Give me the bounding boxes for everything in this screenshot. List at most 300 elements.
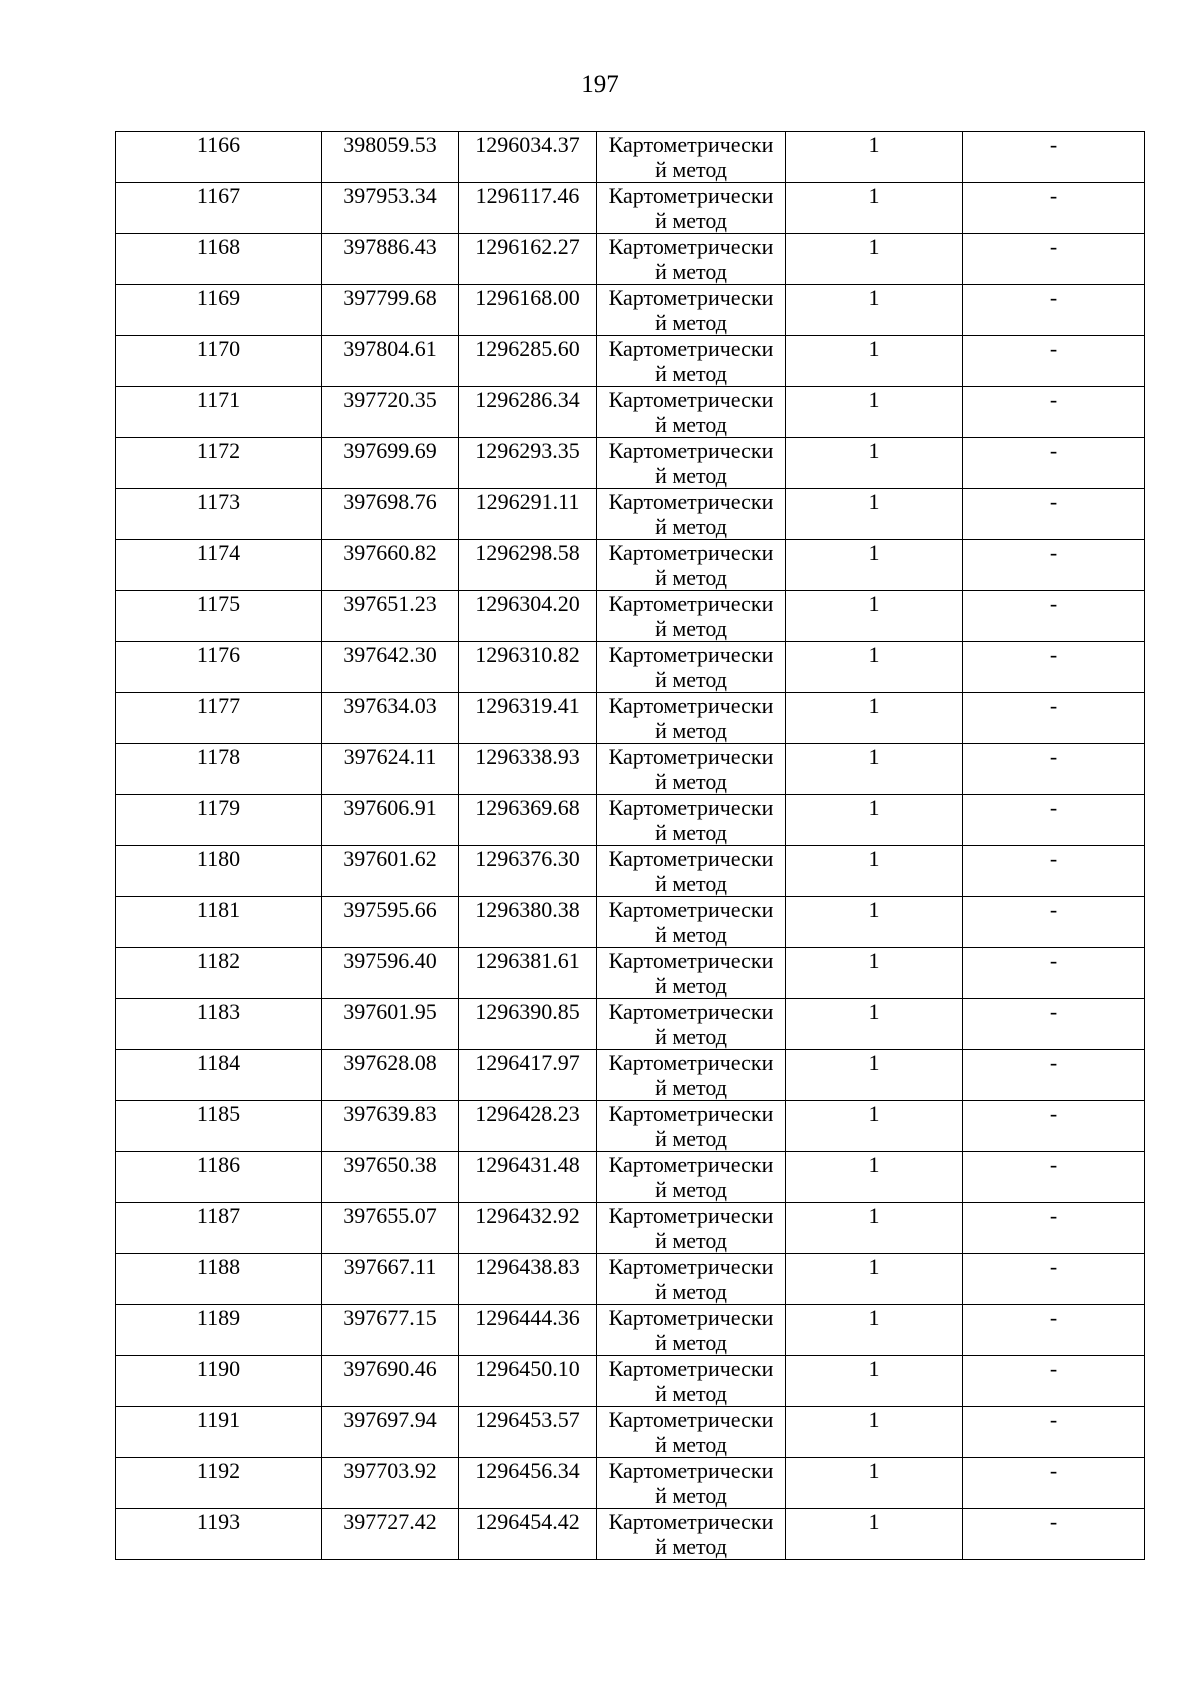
cell-text: 1 bbox=[868, 795, 880, 820]
cell-text: 1296456.34 bbox=[475, 1458, 580, 1483]
point-number-cell bbox=[116, 1458, 322, 1509]
cell-text: Картометрически й метод bbox=[608, 795, 774, 845]
cell-text: 1182 bbox=[196, 948, 241, 973]
point-number-cell bbox=[116, 846, 322, 897]
cell-text: 1296376.30 bbox=[475, 846, 580, 871]
cell-text: 1296298.58 bbox=[475, 540, 580, 565]
cell-text: 1 bbox=[868, 336, 880, 361]
cell-text: 397703.92 bbox=[343, 1458, 437, 1483]
x-coordinate-cell bbox=[322, 999, 459, 1050]
description-cell bbox=[963, 132, 1145, 183]
cell-text: 1296369.68 bbox=[475, 795, 580, 820]
x-coordinate-cell bbox=[322, 1050, 459, 1101]
y-coordinate-cell bbox=[459, 693, 597, 744]
x-coordinate-cell bbox=[322, 1152, 459, 1203]
cell-text: Картометрически й метод bbox=[608, 693, 774, 743]
method-cell bbox=[597, 1203, 786, 1254]
cell-text: 1 bbox=[868, 183, 880, 208]
table-row bbox=[116, 183, 1145, 234]
cell-text: 1 bbox=[868, 540, 880, 565]
cell-text: 1 bbox=[868, 1203, 880, 1228]
cell-text: 1192 bbox=[196, 1458, 241, 1483]
cell-text: Картометрически й метод bbox=[608, 846, 774, 896]
description-cell bbox=[963, 1356, 1145, 1407]
x-coordinate-cell bbox=[322, 1458, 459, 1509]
cell-text: 397697.94 bbox=[343, 1407, 437, 1432]
cell-text: - bbox=[1049, 234, 1058, 259]
cell-text: 1188 bbox=[196, 1254, 241, 1279]
description-cell bbox=[963, 846, 1145, 897]
cell-text: 1170 bbox=[196, 336, 241, 361]
cell-text: Картометрически й метод bbox=[608, 1152, 774, 1202]
description-cell bbox=[963, 1407, 1145, 1458]
x-coordinate-cell bbox=[322, 1509, 459, 1560]
accuracy-cell bbox=[786, 1152, 963, 1203]
cell-text: 397886.43 bbox=[343, 234, 437, 259]
cell-text: - bbox=[1049, 591, 1058, 616]
table-row bbox=[116, 897, 1145, 948]
cell-text: Картометрически й метод bbox=[608, 1050, 774, 1100]
y-coordinate-cell bbox=[459, 489, 597, 540]
cell-text: 1 bbox=[868, 1254, 880, 1279]
cell-text: 1181 bbox=[196, 897, 241, 922]
cell-text: 1172 bbox=[196, 438, 241, 463]
accuracy-cell bbox=[786, 693, 963, 744]
page-number: 197 bbox=[581, 71, 619, 98]
method-cell bbox=[597, 846, 786, 897]
cell-text: 1296291.11 bbox=[475, 489, 580, 514]
cell-text: Картометрически й метод bbox=[608, 1407, 774, 1457]
method-cell bbox=[597, 999, 786, 1050]
cell-text: 397655.07 bbox=[343, 1203, 437, 1228]
cell-text: 1 bbox=[868, 897, 880, 922]
method-cell bbox=[597, 1305, 786, 1356]
table-row bbox=[116, 1101, 1145, 1152]
cell-text: 1 bbox=[868, 1152, 880, 1177]
accuracy-cell bbox=[786, 132, 963, 183]
cell-text: 1 bbox=[868, 846, 880, 871]
cell-text: 397628.08 bbox=[343, 1050, 437, 1075]
point-number-cell bbox=[116, 744, 322, 795]
cell-text: - bbox=[1049, 1203, 1058, 1228]
cell-text: 397667.11 bbox=[343, 1254, 437, 1279]
point-number-cell bbox=[116, 591, 322, 642]
table-row bbox=[116, 438, 1145, 489]
cell-text: - bbox=[1049, 1050, 1058, 1075]
cell-text: 1296310.82 bbox=[475, 642, 580, 667]
cell-text: Картометрически й метод bbox=[608, 132, 774, 182]
x-coordinate-cell bbox=[322, 489, 459, 540]
method-cell bbox=[597, 1458, 786, 1509]
cell-text: 1 bbox=[868, 132, 880, 157]
y-coordinate-cell bbox=[459, 1356, 597, 1407]
y-coordinate-cell bbox=[459, 132, 597, 183]
cell-text: 1296304.20 bbox=[475, 591, 580, 616]
cell-text: - bbox=[1049, 183, 1058, 208]
cell-text: 1296438.83 bbox=[475, 1254, 580, 1279]
method-cell bbox=[597, 1407, 786, 1458]
description-cell bbox=[963, 897, 1145, 948]
cell-text: Картометрически й метод bbox=[608, 948, 774, 998]
accuracy-cell bbox=[786, 1458, 963, 1509]
point-number-cell bbox=[116, 1050, 322, 1101]
cell-text: 1 bbox=[868, 438, 880, 463]
description-cell bbox=[963, 1458, 1145, 1509]
point-number-cell bbox=[116, 1152, 322, 1203]
method-cell bbox=[597, 1356, 786, 1407]
point-number-cell bbox=[116, 999, 322, 1050]
cell-text: Картометрически й метод bbox=[608, 1101, 774, 1151]
cell-text: Картометрически й метод bbox=[608, 1458, 774, 1508]
cell-text: 1187 bbox=[196, 1203, 241, 1228]
x-coordinate-cell bbox=[322, 387, 459, 438]
cell-text: 397677.15 bbox=[343, 1305, 437, 1330]
cell-text: 1296168.00 bbox=[475, 285, 580, 310]
x-coordinate-cell bbox=[322, 948, 459, 999]
point-number-cell bbox=[116, 438, 322, 489]
table-row bbox=[116, 1407, 1145, 1458]
cell-text: 397601.62 bbox=[343, 846, 437, 871]
accuracy-cell bbox=[786, 846, 963, 897]
accuracy-cell bbox=[786, 336, 963, 387]
x-coordinate-cell bbox=[322, 693, 459, 744]
y-coordinate-cell bbox=[459, 285, 597, 336]
table-row bbox=[116, 1305, 1145, 1356]
cell-text: 397639.83 bbox=[343, 1101, 437, 1126]
cell-text: 1296428.23 bbox=[475, 1101, 580, 1126]
cell-text: - bbox=[1049, 693, 1058, 718]
description-cell bbox=[963, 948, 1145, 999]
y-coordinate-cell bbox=[459, 591, 597, 642]
cell-text: 1 bbox=[868, 1458, 880, 1483]
method-cell bbox=[597, 489, 786, 540]
point-number-cell bbox=[116, 1101, 322, 1152]
method-cell bbox=[597, 897, 786, 948]
cell-text: 1177 bbox=[196, 693, 241, 718]
method-cell bbox=[597, 438, 786, 489]
accuracy-cell bbox=[786, 642, 963, 693]
method-cell bbox=[597, 1152, 786, 1203]
cell-text: 1 bbox=[868, 1305, 880, 1330]
y-coordinate-cell bbox=[459, 948, 597, 999]
table-row bbox=[116, 744, 1145, 795]
cell-text: 1296390.85 bbox=[475, 999, 580, 1024]
method-cell bbox=[597, 336, 786, 387]
y-coordinate-cell bbox=[459, 1203, 597, 1254]
accuracy-cell bbox=[786, 438, 963, 489]
point-number-cell bbox=[116, 795, 322, 846]
cell-text: 397660.82 bbox=[343, 540, 437, 565]
cell-text: 397720.35 bbox=[343, 387, 437, 412]
y-coordinate-cell bbox=[459, 642, 597, 693]
accuracy-cell bbox=[786, 897, 963, 948]
table-row bbox=[116, 1152, 1145, 1203]
cell-text: 1176 bbox=[196, 642, 241, 667]
table-body bbox=[116, 132, 1145, 1560]
cell-text: 1175 bbox=[196, 591, 241, 616]
description-cell bbox=[963, 642, 1145, 693]
accuracy-cell bbox=[786, 1305, 963, 1356]
y-coordinate-cell bbox=[459, 540, 597, 591]
table-row bbox=[116, 336, 1145, 387]
cell-text: 1179 bbox=[196, 795, 241, 820]
cell-text: - bbox=[1049, 1356, 1058, 1381]
accuracy-cell bbox=[786, 795, 963, 846]
table-row bbox=[116, 1458, 1145, 1509]
table-row bbox=[116, 693, 1145, 744]
table-row bbox=[116, 234, 1145, 285]
cell-text: 1 bbox=[868, 1050, 880, 1075]
method-cell bbox=[597, 1050, 786, 1101]
description-cell bbox=[963, 336, 1145, 387]
cell-text: 397650.38 bbox=[343, 1152, 437, 1177]
point-number-cell bbox=[116, 234, 322, 285]
x-coordinate-cell bbox=[322, 132, 459, 183]
cell-text: 1296381.61 bbox=[475, 948, 580, 973]
point-number-cell bbox=[116, 285, 322, 336]
x-coordinate-cell bbox=[322, 1101, 459, 1152]
cell-text: 397642.30 bbox=[343, 642, 437, 667]
cell-text: - bbox=[1049, 948, 1058, 973]
cell-text: Картометрически й метод bbox=[608, 1203, 774, 1253]
cell-text: 1191 bbox=[196, 1407, 241, 1432]
accuracy-cell bbox=[786, 489, 963, 540]
table-row bbox=[116, 846, 1145, 897]
cell-text: - bbox=[1049, 1509, 1058, 1534]
method-cell bbox=[597, 540, 786, 591]
cell-text: 1186 bbox=[196, 1152, 241, 1177]
cell-text: 1167 bbox=[196, 183, 241, 208]
accuracy-cell bbox=[786, 591, 963, 642]
cell-text: 398059.53 bbox=[343, 132, 437, 157]
accuracy-cell bbox=[786, 999, 963, 1050]
cell-text: 1296293.35 bbox=[475, 438, 580, 463]
cell-text: 1 bbox=[868, 744, 880, 769]
cell-text: 1296450.10 bbox=[475, 1356, 580, 1381]
method-cell bbox=[597, 285, 786, 336]
accuracy-cell bbox=[786, 1509, 963, 1560]
cell-text: Картометрически й метод bbox=[608, 1509, 774, 1559]
cell-text: Картометрически й метод bbox=[608, 234, 774, 284]
description-cell bbox=[963, 744, 1145, 795]
table-row bbox=[116, 999, 1145, 1050]
method-cell bbox=[597, 234, 786, 285]
accuracy-cell bbox=[786, 1101, 963, 1152]
table-row bbox=[116, 795, 1145, 846]
y-coordinate-cell bbox=[459, 1101, 597, 1152]
cell-text: - bbox=[1049, 999, 1058, 1024]
x-coordinate-cell bbox=[322, 285, 459, 336]
accuracy-cell bbox=[786, 744, 963, 795]
accuracy-cell bbox=[786, 285, 963, 336]
cell-text: 1 bbox=[868, 591, 880, 616]
method-cell bbox=[597, 1254, 786, 1305]
point-number-cell bbox=[116, 1254, 322, 1305]
method-cell bbox=[597, 744, 786, 795]
cell-text: - bbox=[1049, 1305, 1058, 1330]
cell-text: 1 bbox=[868, 1509, 880, 1534]
x-coordinate-cell bbox=[322, 795, 459, 846]
description-cell bbox=[963, 1101, 1145, 1152]
accuracy-cell bbox=[786, 1203, 963, 1254]
cell-text: 397727.42 bbox=[343, 1509, 437, 1534]
y-coordinate-cell bbox=[459, 846, 597, 897]
cell-text: 1193 bbox=[196, 1509, 241, 1534]
table-row bbox=[116, 591, 1145, 642]
cell-text: 1 bbox=[868, 489, 880, 514]
cell-text: Картометрически й метод bbox=[608, 744, 774, 794]
cell-text: Картометрически й метод bbox=[608, 1356, 774, 1406]
x-coordinate-cell bbox=[322, 183, 459, 234]
x-coordinate-cell bbox=[322, 846, 459, 897]
cell-text: 1296285.60 bbox=[475, 336, 580, 361]
cell-text: 1296319.41 bbox=[475, 693, 580, 718]
cell-text: 397804.61 bbox=[343, 336, 437, 361]
cell-text: - bbox=[1049, 642, 1058, 667]
cell-text: Картометрически й метод bbox=[608, 897, 774, 947]
description-cell bbox=[963, 999, 1145, 1050]
method-cell bbox=[597, 183, 786, 234]
cell-text: 1168 bbox=[196, 234, 241, 259]
accuracy-cell bbox=[786, 1356, 963, 1407]
description-cell bbox=[963, 693, 1145, 744]
cell-text: 1166 bbox=[196, 132, 241, 157]
cell-text: 397953.34 bbox=[343, 183, 437, 208]
cell-text: - bbox=[1049, 540, 1058, 565]
x-coordinate-cell bbox=[322, 897, 459, 948]
table-row bbox=[116, 642, 1145, 693]
cell-text: 397651.23 bbox=[343, 591, 437, 616]
point-number-cell bbox=[116, 540, 322, 591]
table-row bbox=[116, 540, 1145, 591]
cell-text: 1173 bbox=[196, 489, 241, 514]
description-cell bbox=[963, 183, 1145, 234]
point-number-cell bbox=[116, 489, 322, 540]
cell-text: Картометрически й метод bbox=[608, 336, 774, 386]
cell-text: 1169 bbox=[196, 285, 241, 310]
cell-text: 1 bbox=[868, 1101, 880, 1126]
cell-text: Картометрически й метод bbox=[608, 489, 774, 539]
method-cell bbox=[597, 795, 786, 846]
cell-text: 1296338.93 bbox=[475, 744, 580, 769]
point-number-cell bbox=[116, 387, 322, 438]
cell-text: 1296380.38 bbox=[475, 897, 580, 922]
cell-text: - bbox=[1049, 285, 1058, 310]
coordinates-table bbox=[115, 131, 1145, 1560]
y-coordinate-cell bbox=[459, 336, 597, 387]
cell-text: Картометрически й метод bbox=[608, 438, 774, 488]
cell-text: 1296432.92 bbox=[475, 1203, 580, 1228]
point-number-cell bbox=[116, 1407, 322, 1458]
accuracy-cell bbox=[786, 1407, 963, 1458]
description-cell bbox=[963, 387, 1145, 438]
table-row bbox=[116, 1509, 1145, 1560]
point-number-cell bbox=[116, 642, 322, 693]
cell-text: 397624.11 bbox=[343, 744, 437, 769]
table-row bbox=[116, 1050, 1145, 1101]
method-cell bbox=[597, 1101, 786, 1152]
description-cell bbox=[963, 1509, 1145, 1560]
y-coordinate-cell bbox=[459, 1509, 597, 1560]
description-cell bbox=[963, 591, 1145, 642]
point-number-cell bbox=[116, 948, 322, 999]
cell-text: Картометрически й метод bbox=[608, 591, 774, 641]
cell-text: Картометрически й метод bbox=[608, 285, 774, 335]
description-cell bbox=[963, 438, 1145, 489]
cell-text: Картометрически й метод bbox=[608, 999, 774, 1049]
description-cell bbox=[963, 1152, 1145, 1203]
cell-text: 1 bbox=[868, 1356, 880, 1381]
y-coordinate-cell bbox=[459, 183, 597, 234]
description-cell bbox=[963, 795, 1145, 846]
point-number-cell bbox=[116, 336, 322, 387]
cell-text: Картометрически й метод bbox=[608, 1305, 774, 1355]
x-coordinate-cell bbox=[322, 1203, 459, 1254]
x-coordinate-cell bbox=[322, 1356, 459, 1407]
accuracy-cell bbox=[786, 948, 963, 999]
method-cell bbox=[597, 591, 786, 642]
point-number-cell bbox=[116, 132, 322, 183]
cell-text: 1 bbox=[868, 948, 880, 973]
y-coordinate-cell bbox=[459, 1254, 597, 1305]
cell-text: 397799.68 bbox=[343, 285, 437, 310]
cell-text: - bbox=[1049, 387, 1058, 412]
table-row bbox=[116, 132, 1145, 183]
cell-text: 397601.95 bbox=[343, 999, 437, 1024]
y-coordinate-cell bbox=[459, 438, 597, 489]
cell-text: Картометрически й метод bbox=[608, 540, 774, 590]
cell-text: 1 bbox=[868, 234, 880, 259]
cell-text: - bbox=[1049, 1458, 1058, 1483]
cell-text: - bbox=[1049, 1101, 1058, 1126]
y-coordinate-cell bbox=[459, 1152, 597, 1203]
cell-text: 397596.40 bbox=[343, 948, 437, 973]
description-cell bbox=[963, 1254, 1145, 1305]
cell-text: 1 bbox=[868, 285, 880, 310]
accuracy-cell bbox=[786, 234, 963, 285]
cell-text: 1171 bbox=[196, 387, 241, 412]
cell-text: 1185 bbox=[196, 1101, 241, 1126]
point-number-cell bbox=[116, 183, 322, 234]
point-number-cell bbox=[116, 897, 322, 948]
point-number-cell bbox=[116, 1356, 322, 1407]
cell-text: - bbox=[1049, 438, 1058, 463]
cell-text: - bbox=[1049, 489, 1058, 514]
cell-text: Картометрически й метод bbox=[608, 1254, 774, 1304]
cell-text: 397690.46 bbox=[343, 1356, 437, 1381]
point-number-cell bbox=[116, 1509, 322, 1560]
cell-text: 397634.03 bbox=[343, 693, 437, 718]
cell-text: - bbox=[1049, 132, 1058, 157]
x-coordinate-cell bbox=[322, 1407, 459, 1458]
table-row bbox=[116, 1203, 1145, 1254]
point-number-cell bbox=[116, 1203, 322, 1254]
cell-text: - bbox=[1049, 1254, 1058, 1279]
table-row bbox=[116, 1356, 1145, 1407]
accuracy-cell bbox=[786, 1254, 963, 1305]
cell-text: - bbox=[1049, 1152, 1058, 1177]
description-cell bbox=[963, 540, 1145, 591]
cell-text: - bbox=[1049, 1407, 1058, 1432]
cell-text: - bbox=[1049, 336, 1058, 361]
cell-text: 1 bbox=[868, 1407, 880, 1432]
table-row bbox=[116, 489, 1145, 540]
table-row bbox=[116, 387, 1145, 438]
y-coordinate-cell bbox=[459, 387, 597, 438]
description-cell bbox=[963, 1305, 1145, 1356]
cell-text: 1296034.37 bbox=[475, 132, 580, 157]
x-coordinate-cell bbox=[322, 540, 459, 591]
